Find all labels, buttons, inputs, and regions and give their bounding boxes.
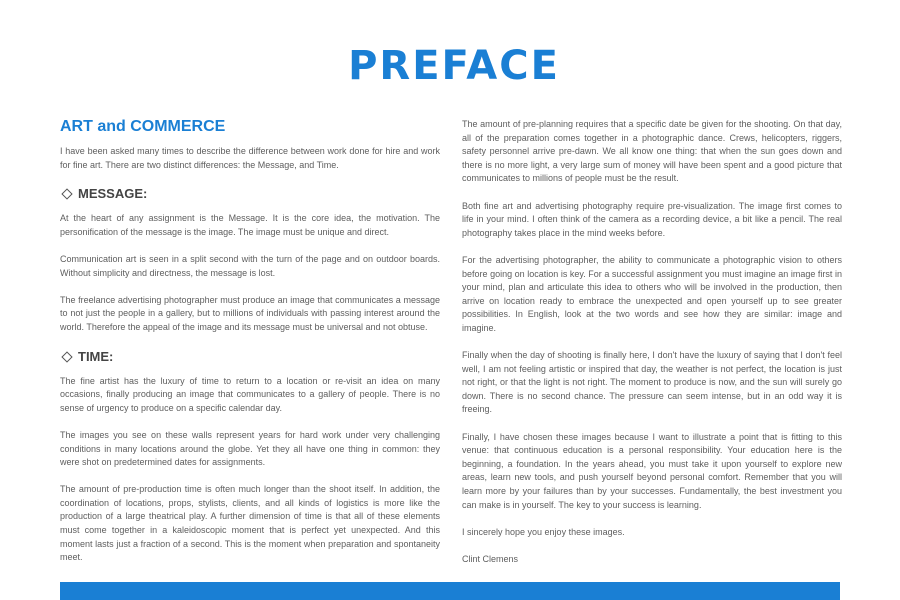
diamond-bullet-icon xyxy=(61,351,72,362)
message-heading xyxy=(60,186,440,202)
closing-paragraph: I sincerely hope you enjoy these images. xyxy=(462,526,625,537)
intro-paragraph: I have been asked many times to describe the difference between work done for hire and work for fine art. There are two distinct differences: the Message, and Time. xyxy=(60,146,440,170)
message-paragraph: At the heart of any assignment is the Message. It is the core idea, the motivation. The personification of the message is the image. The image must be unique and direct. xyxy=(60,213,440,237)
body-paragraph: Both fine art and advertising photography require pre-visualization. The image first comes to life in your mind. I often think of the camera as a recording device, a bit like a pencil. The real photography takes place in the mind weeks before. xyxy=(462,200,842,238)
section-heading: ART and COMMERCE xyxy=(60,118,226,135)
time-heading xyxy=(60,349,440,365)
time-paragraph: The amount of pre-production time is often much longer than the shoot itself. In addition, the coordination of locations, props, stylists, clients, and all kinds of logistics is more like the production of a large theatrical play. A further dimension of time is that all of these elements must come together in a kaleidoscopic moment that is perfect yet unexpected. And this moment lasts just a fraction of a second. This is the moment when preparation and spontaneity meet. xyxy=(60,484,440,563)
body-paragraph: Finally, I have chosen these images because I want to illustrate a point that is fitting to this venue: that continuous education is a personal responsibility. Your education here is the beginning, a foundation. In the years ahead, you must take it upon yourself to explore new areas, learn new tools, and push yourself beyond personal comfort. Remember that you will learn more by your failures than by your successes. Fundamentally, the best investment you can make is in yourself. The key to your success is learning. xyxy=(462,431,842,510)
message-paragraph: The freelance advertising photographer must produce an image that communicates a message to not just the people in a gallery, but to millions of individuals with passing interest around the world. Therefore the appeal of the image and its message must be universal and not obtuse. xyxy=(60,294,440,332)
time-paragraph: The images you see on these walls represent years for hard work under very challenging conditions in many locations around the globe. Yet they all have one thing in common: they were shot on predetermined dates for assignments. xyxy=(60,429,440,468)
body-paragraph: The amount of pre-planning requires that a specific date be given for the shooting. On that day, all of the preparation comes together in a photographic dance. Crews, helicopters, riggers, safety personnel arrive pre-dawn. We all know one thing: that when the sun goes down and there is no more light, a very large sum of money will have been spent and a good picture that communicates to millions of people must be the result. xyxy=(462,119,842,184)
signature: Clint Clemens xyxy=(462,554,519,564)
message-paragraph: Communication art is seen in a split second with the turn of the page and on outdoor boards. Without simplicity and directness, the message is lost. xyxy=(60,253,440,278)
diamond-bullet-icon xyxy=(61,189,72,200)
footer-bar xyxy=(60,582,840,600)
body-paragraph: For the advertising photographer, the ability to communicate a photographic vision to others before going on location is key. For a successful assignment you must imagine an image first in your mind, plan and articulate this idea to others who will be involved in the production, then arrive on location ready to embrace the unexpected and open yourself up to see greater possibilities. In English, look at the two words and see how they are similar: image and imagine. xyxy=(462,254,842,333)
right-column xyxy=(462,118,842,580)
time-paragraph: The fine artist has the luxury of time to return to a location or re-visit an idea on many occasions, finally producing an image that communicates to a gallery of people. There is no sense of urgency to produce on a specific calendar day. xyxy=(60,375,440,413)
time-heading-label: TIME: xyxy=(78,348,114,364)
body-paragraph: Finally when the day of shooting is finally here, I don't have the luxury of saying that I don't feel well, I am not feeling artistic or inspired that day, the weather is not perfect, the location is just not right, or that the light is not right. The moment to produce is now, and the sun will surely go down. There is no second chance. The pressure can seem intense, but in an odd way it is freeing. xyxy=(462,350,842,415)
page-title: PREFACE xyxy=(348,43,560,89)
message-heading-label: MESSAGE: xyxy=(78,186,148,202)
left-column xyxy=(60,118,440,578)
